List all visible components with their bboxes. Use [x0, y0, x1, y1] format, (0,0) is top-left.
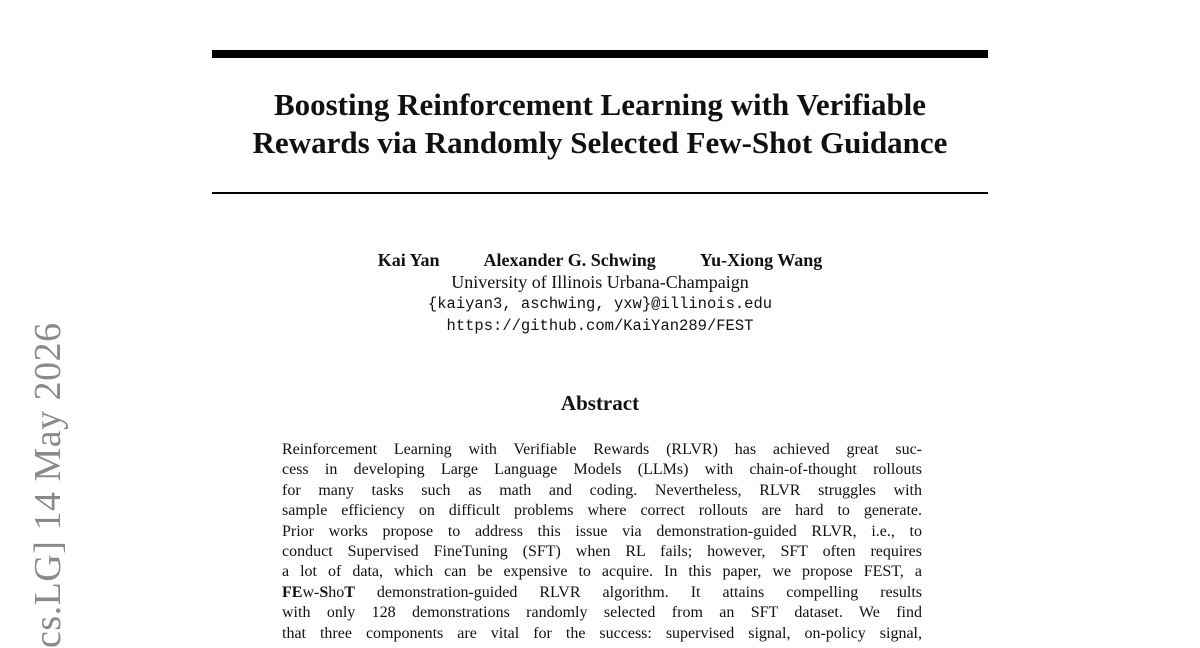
project-url[interactable]: https://github.com/KaiYan289/FEST [446, 317, 754, 335]
abstract-fest-line [282, 583, 922, 603]
abstract-line: cess in developing Large Language Models (LLMs) with chain-of-thought rollouts [282, 461, 922, 479]
abstract-line: for many tasks such as math and coding. Nevertheless, RLVR struggles with [282, 481, 922, 499]
title-line-2: Rewards via Randomly Selected Few-Shot Guidance [252, 125, 948, 160]
abstract-line: conduct Supervised FineTuning (SFT) when RL fails; however, SFT often requires [282, 543, 922, 561]
arxiv-side-stamp: cs.LG] 14 May 2026 [27, 322, 69, 648]
fest-text-w: w- [302, 583, 320, 601]
author-name: Yu-Xiong Wang [699, 250, 823, 270]
abstract-line: Reinforcement Learning with Verifiable Rewards (RLVR) has achieved great suc- [282, 441, 922, 458]
abstract-line: that three components are vital for the success: supervised signal, on-policy signal, [282, 624, 922, 642]
title-bottom-rule [212, 192, 988, 194]
abstract-line: with only 128 demonstrations randomly selected from an SFT dataset. We find [282, 604, 922, 622]
author-name: Kai Yan [377, 250, 440, 270]
fest-text-ho: ho [328, 583, 345, 601]
fest-bold-fe: FE [282, 583, 303, 601]
author-names [212, 249, 988, 271]
fest-bold-t: T [344, 583, 355, 601]
author-name: Alexander G. Schwing [483, 250, 656, 270]
abstract-line: a lot of data, which can be expensive to acquire. In this paper, we propose FEST, a [282, 563, 922, 581]
title-line-1: Boosting Reinforcement Learning with Verifiable [273, 87, 927, 122]
author-emails: {kaiyan3, aschwing, yxw}@illinois.edu [427, 295, 773, 313]
title-top-rule [212, 50, 988, 58]
fest-bold-s: S [319, 583, 329, 601]
affiliation: University of Illinois Urbana-Champaign [451, 272, 749, 292]
fest-text-rest: demonstration-guided RLVR algorithm. It attains compelling results [354, 583, 922, 601]
paper-title [212, 86, 988, 162]
abstract-body [282, 440, 922, 644]
abstract-line: Prior works propose to address this issue via demonstration-guided RLVR, i.e., to [282, 522, 922, 540]
abstract-line: sample efficiency on difficult problems where correct rollouts are hard to generate. [282, 502, 922, 520]
abstract-heading: Abstract [560, 391, 640, 415]
author-block [212, 249, 988, 337]
